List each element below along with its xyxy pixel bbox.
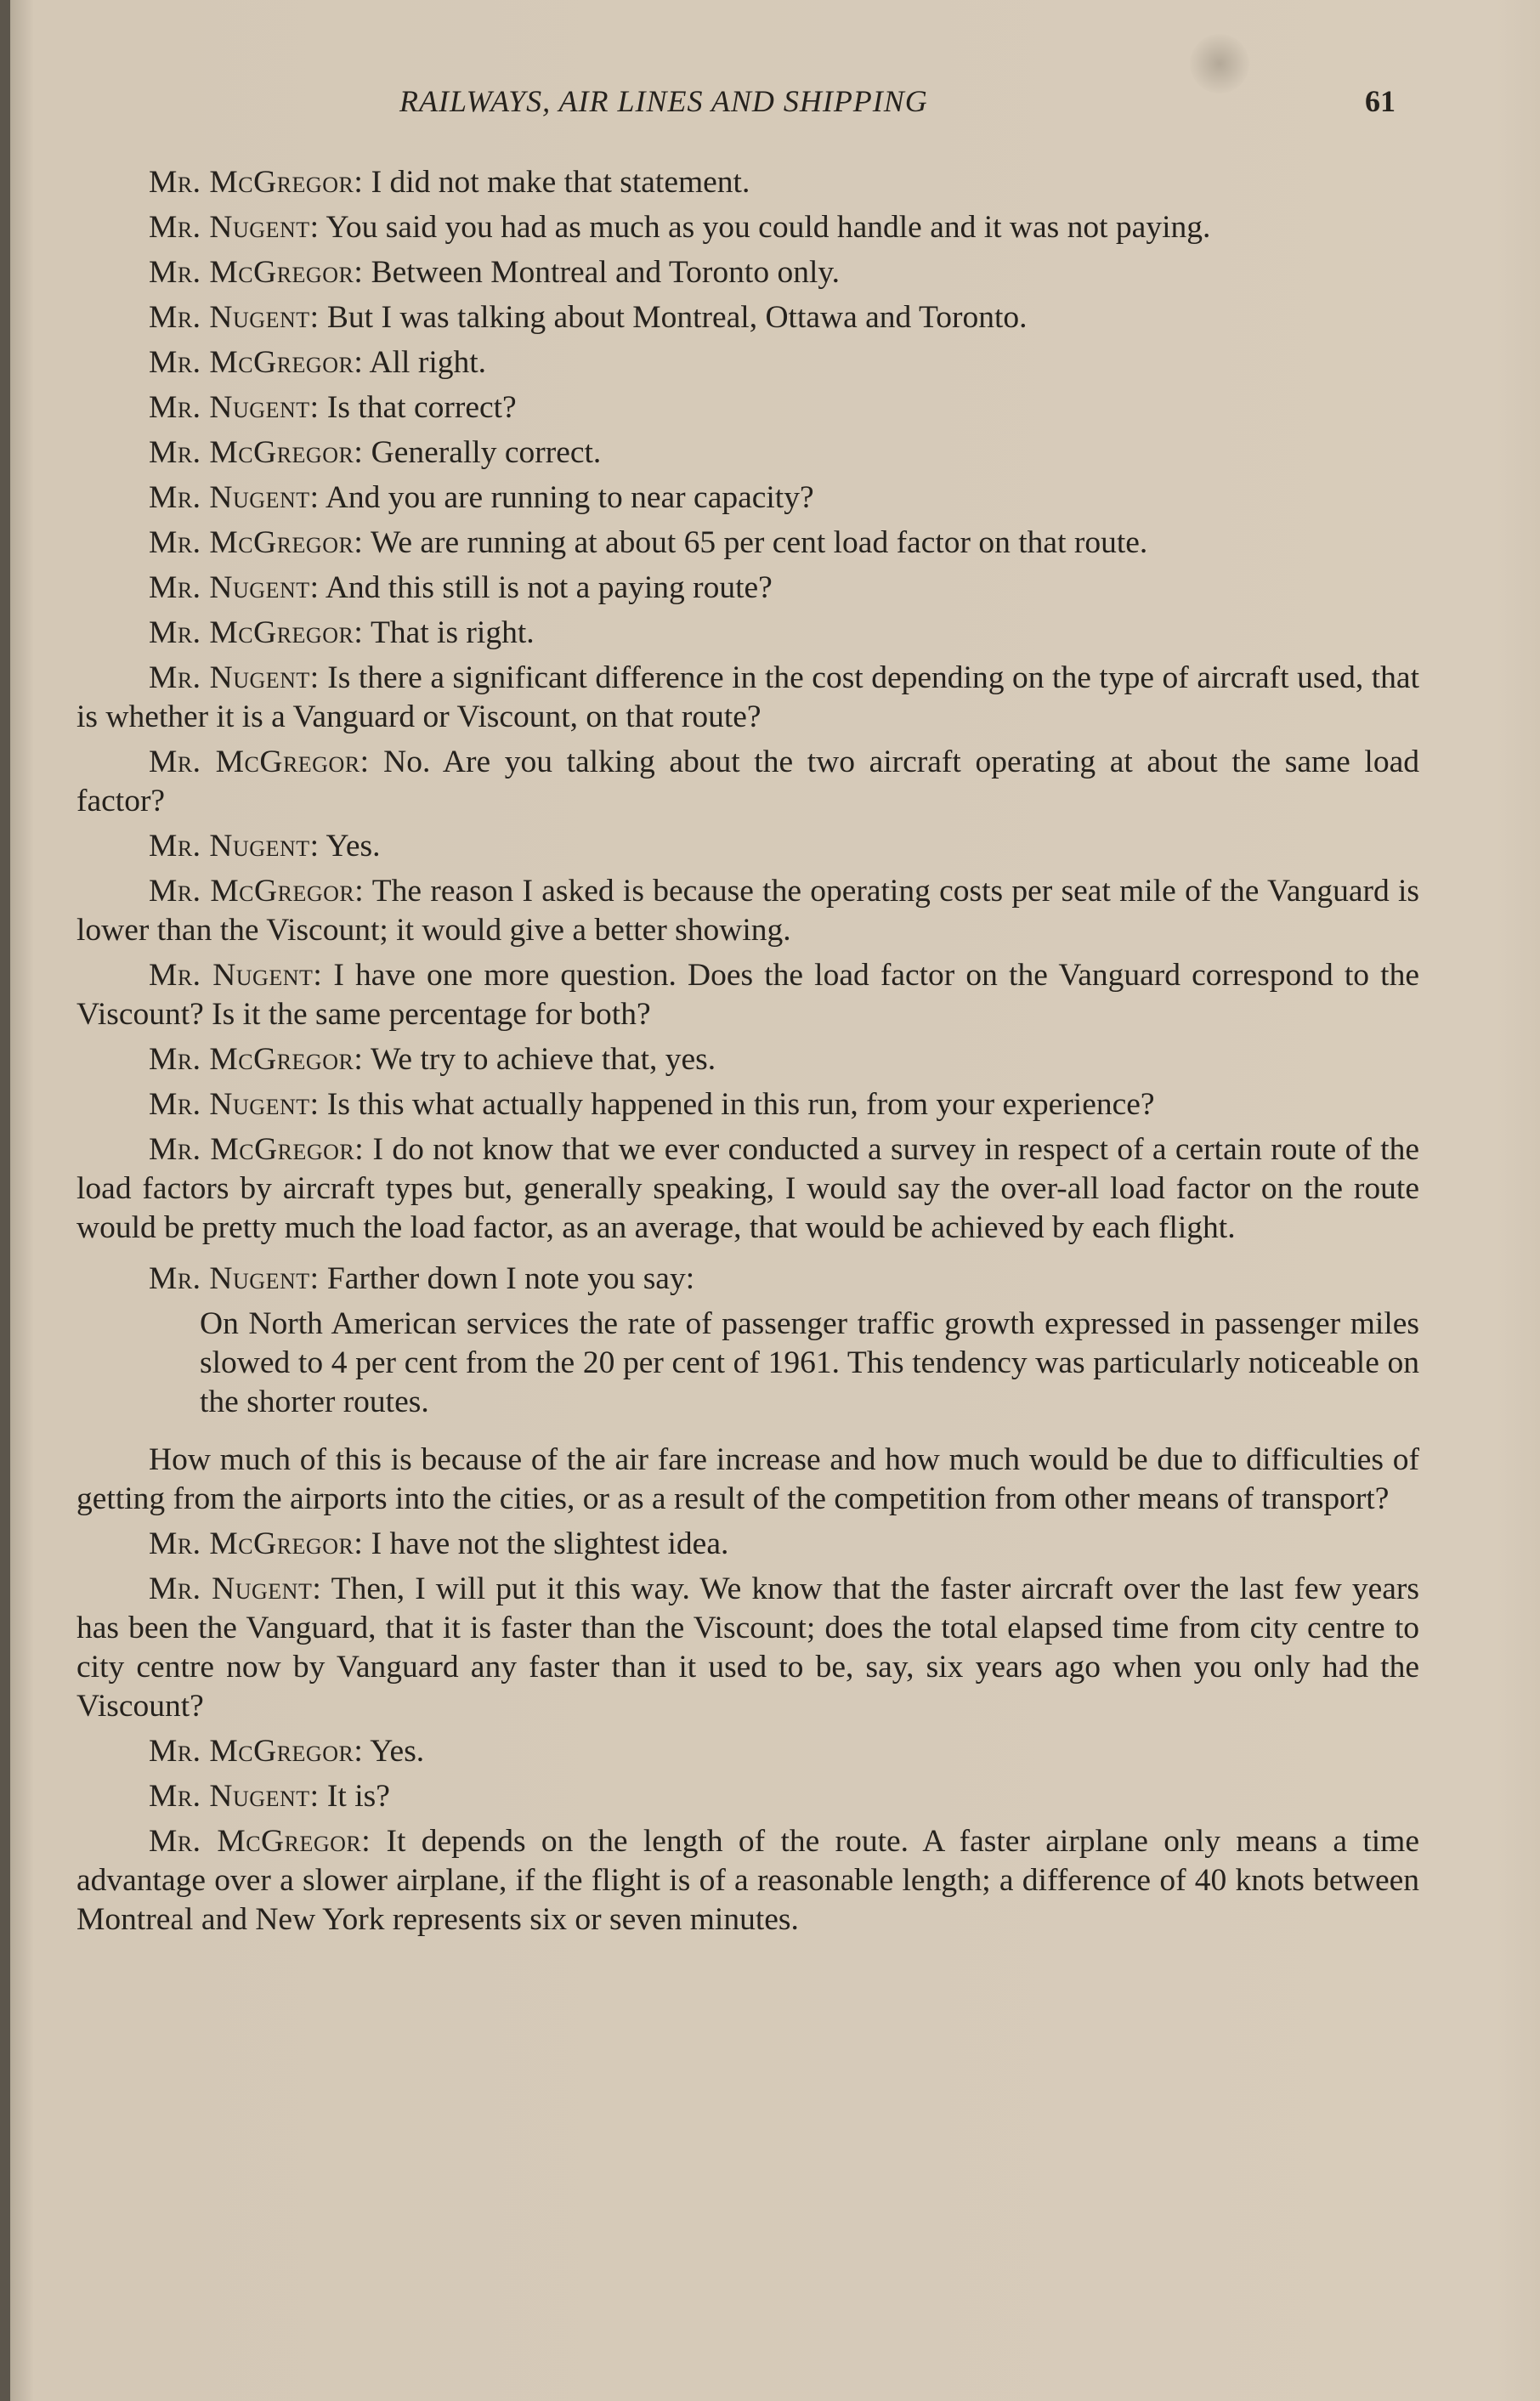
dialogue-text: Is that correct? <box>319 390 517 425</box>
dialogue-text: And this still is not a paying route? <box>319 570 773 605</box>
speaker-name: Mr. McGregor: <box>149 345 364 380</box>
dialogue-text: But I was talking about Montreal, Ottawa and Toronto. <box>319 300 1028 335</box>
speaker-name: Mr. Nugent: <box>149 1261 320 1296</box>
block-quote: On North American services the rate of passenger traffic growth expressed in passenger miles slowed to 4 per cent from the 20 per cent of 1961. This tendency was particularly noticeable on the shorter routes. <box>200 1306 1419 1419</box>
dialogue-paragraph <box>76 569 1419 608</box>
dialogue-paragraph <box>76 433 1419 473</box>
dialogue-text: It depends on the length of the route. A faster airplane only means a time advantage over a slower airplane, if the flight is of a reasonable length; a difference of 40 knots between Montreal and New York represents six or seven minutes. <box>76 1824 1419 1937</box>
dialogue-paragraph <box>76 743 1419 821</box>
dialogue-text: I have not the slightest idea. <box>363 1526 729 1561</box>
dialogue-paragraph <box>76 1525 1419 1564</box>
speaker-name: Mr. McGregor: <box>149 165 364 200</box>
dialogue-text: Between Montreal and Toronto only. <box>363 255 841 290</box>
speaker-name: Mr. McGregor: <box>149 615 364 650</box>
dialogue-text: And you are running to near capacity? <box>319 480 814 515</box>
speaker-name: Mr. McGregor: <box>149 1526 364 1561</box>
page-binding-edge <box>0 0 10 2401</box>
dialogue-text: You said you had as much as you could handle and it was not paying. <box>319 210 1211 245</box>
dialogue-paragraph <box>76 872 1419 950</box>
running-title: RAILWAYS, AIR LINES AND SHIPPING <box>399 84 928 118</box>
speaker-name: Mr. Nugent: <box>149 829 320 864</box>
running-header <box>0 83 1540 126</box>
speaker-name: Mr. Nugent: <box>149 210 320 245</box>
dialogue-paragraph <box>76 388 1419 428</box>
dialogue-paragraph <box>76 1040 1419 1079</box>
speaker-name: Mr. Nugent: <box>149 1087 320 1122</box>
speaker-name: Mr. Nugent: <box>149 480 320 515</box>
dialogue-text: I do not know that we ever conducted a survey in respect of a certain route of the load factors by aircraft types but, generally speaking, I would say the over-all load factor on the route would be pretty much the load factor, as an average, that would be achieved by each flight. <box>76 1132 1419 1245</box>
speaker-name: Mr. McGregor: <box>149 745 370 779</box>
speaker-name: Mr. McGregor: <box>149 1132 365 1167</box>
speaker-name: Mr. McGregor: <box>149 525 364 560</box>
speaker-name: Mr. Nugent: <box>149 1779 320 1814</box>
speaker-name: Mr. Nugent: <box>149 958 323 993</box>
dialogue-text: I did not make that statement. <box>363 165 750 200</box>
dialogue-paragraph <box>76 1085 1419 1124</box>
dialogue-paragraph <box>76 253 1419 292</box>
dialogue-paragraph <box>76 1130 1419 1248</box>
dialogue-text: The reason I asked is because the operating costs per seat mile of the Vanguard is lower than the Viscount; it would give a better showing. <box>76 874 1419 948</box>
speaker-name: Mr. McGregor: <box>149 1734 364 1769</box>
dialogue-paragraph <box>76 659 1419 737</box>
dialogue-text: I have one more question. Does the load factor on the Vanguard correspond to the Viscount? Is it the same percentage for both? <box>76 958 1419 1032</box>
dialogue-paragraph <box>76 956 1419 1034</box>
dialogue-text: All right. <box>363 345 487 380</box>
dialogue-paragraph <box>76 343 1419 382</box>
dialogue-text: Yes. <box>363 1734 425 1769</box>
dialogue-text: Yes. <box>319 829 381 864</box>
dialogue-paragraph <box>76 163 1419 202</box>
dialogue-text: That is right. <box>363 615 535 650</box>
dialogue-paragraph <box>76 1732 1419 1771</box>
dialogue-paragraph <box>76 1777 1419 1816</box>
dialogue-text: Is there a significant difference in the cost depending on the type of aircraft used, that is whether it is a Vanguard or Viscount, on that route? <box>76 660 1419 734</box>
dialogue-paragraph <box>76 614 1419 653</box>
dialogue-paragraph <box>76 1260 1419 1299</box>
speaker-name: Mr. McGregor: <box>149 874 365 909</box>
speaker-name: Mr. Nugent: <box>149 300 320 335</box>
dialogue-paragraph <box>76 524 1419 563</box>
speaker-name: Mr. McGregor: <box>149 435 364 470</box>
dialogue-text: Farther down I note you say: <box>319 1261 695 1296</box>
speaker-name: Mr. McGregor: <box>149 1824 371 1859</box>
dialogue-paragraph <box>76 479 1419 518</box>
dialogue-text: It is? <box>319 1779 390 1814</box>
continuation-paragraph: How much of this is because of the air fare increase and how much would be due to difficulties of getting from the airports into the cities, or as a result of the competition from other means of transport? <box>76 1442 1419 1516</box>
page-number: 61 <box>1365 84 1396 118</box>
dialogue-text: Is this what actually happened in this run, from your experience? <box>319 1087 1155 1122</box>
speaker-name: Mr. Nugent: <box>149 660 320 695</box>
dialogue-paragraph <box>76 298 1419 337</box>
dialogue-text: Generally correct. <box>363 435 602 470</box>
dialogue-text: No. Are you talking about the two aircraft operating at about the same load factor? <box>76 745 1419 818</box>
dialogue-text: We try to achieve that, yes. <box>363 1042 716 1077</box>
dialogue-paragraph <box>76 208 1419 247</box>
dialogue-paragraph <box>76 827 1419 866</box>
speaker-name: Mr. Nugent: <box>149 1571 322 1606</box>
speaker-name: Mr. Nugent: <box>149 390 320 425</box>
dialogue-text: We are running at about 65 per cent load factor on that route. <box>363 525 1148 560</box>
speaker-name: Mr. Nugent: <box>149 570 320 605</box>
dialogue-paragraph <box>76 1822 1419 1939</box>
speaker-name: Mr. McGregor: <box>149 1042 364 1077</box>
speaker-name: Mr. McGregor: <box>149 255 364 290</box>
dialogue-text: Then, I will put it this way. We know that the faster aircraft over the last few years has been the Vanguard, that it is faster than the Viscount; does the total elapsed time from city centre to city centre now by Vanguard any faster than it used to be, say, six years ago when you only had the Viscount? <box>76 1571 1419 1724</box>
dialogue-paragraph <box>76 1570 1419 1726</box>
transcript-body <box>76 163 1419 1945</box>
